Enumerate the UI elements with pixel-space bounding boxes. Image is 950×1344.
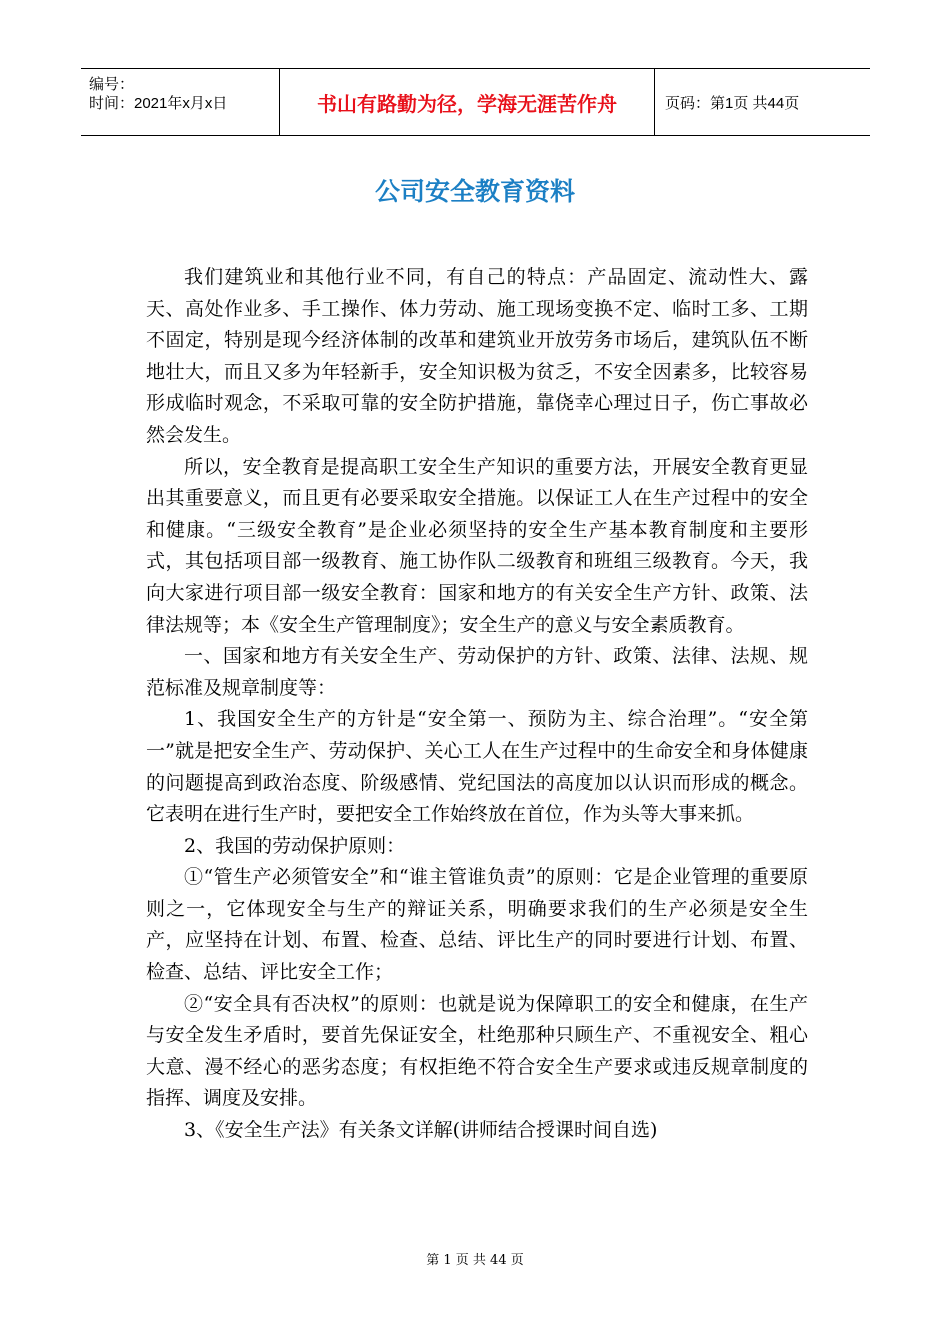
- header-page-info: 页码：第1页 共44页: [665, 94, 800, 112]
- paragraph: 2、我国的劳动保护原则：: [184, 834, 406, 857]
- paragraph: 3、《安全生产法》有关条文详解(讲师结合授课时间自选): [184, 1119, 658, 1142]
- header-info-cell: [81, 69, 280, 135]
- page-footer: 第 1 页 共 44 页: [426, 1253, 524, 1268]
- header-table: [81, 68, 870, 136]
- paragraph: ②“安全具有否决权”的原则：也就是说为保障职工的安全和健康，在生产与安全发生矛盾时，要首先保证安全，杜绝那种只顾生产、不重视安全、粗心大意、漫不经心的恶劣态度；有权拒绝不符合安全生产要求或违反规章制度的指挥、调度及安排。: [146, 992, 808, 1110]
- paragraph: ①“管生产必须管安全”和“谁主管谁负责”的原则：它是企业管理的重要原则之一，它体现安全与生产的辩证关系，明确要求我们的生产必须是安全生产，应坚持在计划、布置、检查、总结、评比生产的同时要进行计划、布置、检查、总结、评比安全工作；: [146, 866, 808, 984]
- paragraph: 1、我国安全生产的方针是“安全第一、预防为主、综合治理”。“安全第一”就是把安全生产、劳动保护、关心工人在生产过程中的生命安全和身体健康的问题提高到政治态度、阶级感情、党纪国法的高度加以认识而形成的概念。它表明在进行生产时，要把安全工作始终放在首位，作为头等大事来抓。: [146, 708, 808, 826]
- document-number-label: 编号：: [89, 76, 135, 93]
- header-motto: 书山有路勤为径，学海无涯苦作舟: [280, 69, 655, 135]
- paragraph: 一、国家和地方有关安全生产、劳动保护的方针、政策、法律、法规、规范标准及规章制度等：: [146, 645, 808, 699]
- paragraph: 所以，安全教育是提高职工安全生产知识的重要方法，开展安全教育更显出其重要意义，而且更有必要采取安全措施。以保证工人在生产过程中的安全和健康。“三级安全教育”是企业必须坚持的安全生产基本教育制度和主要形式，其包括项目部一级教育、施工协作队二级教育和班组三级教育。今天，我向大家进行项目部一级安全教育：国家和地方的有关安全生产方针、政策、法律法规等；本《安全生产管理制度》；安全生产的意义与安全素质教育。: [146, 455, 808, 636]
- document-date: 时间：2021年x月x日: [89, 95, 228, 112]
- document-title: 公司安全教育资料: [374, 177, 575, 206]
- document-body: [146, 262, 808, 1147]
- paragraph: 我们建筑业和其他行业不同，有自己的特点：产品固定、流动性大、露天、高处作业多、手工操作、体力劳动、施工现场变换不定、临时工多、工期不固定，特别是现今经济体制的改革和建筑业开放劳务市场后，建筑队伍不断地壮大，而且又多为年轻新手，安全知识极为贫乏，不安全因素多，比较容易形成临时观念，不采取可靠的安全防护措施，靠侥幸心理过日子，伤亡事故必然会发生。: [146, 266, 808, 446]
